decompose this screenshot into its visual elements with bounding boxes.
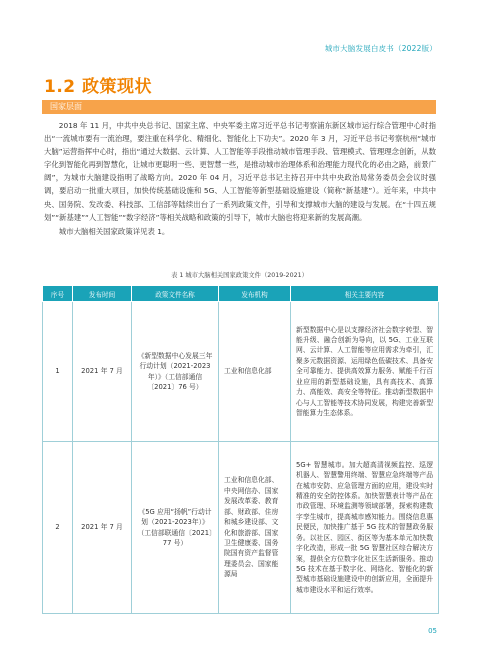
cell-policy-name: 《新型数据中心发展三年行动计划（2021-2023年）》（工信部通信〔2021〕76 号） — [132, 302, 219, 442]
body-text — [44, 119, 436, 238]
body-paragraph: 城市大脑相关国家政策详见表 1。 — [58, 226, 170, 236]
section-title: 1.2 政策现状 — [44, 77, 153, 97]
cell-agency: 工业和信息化部、中央网信办、国家发展改革委、教育部、财政部、住房和城乡建设部、文化和旅游部、国家卫生健康委、国务院国有资产监督管理委员会、国家能源局 — [219, 442, 291, 614]
column-header-number: 序号 — [43, 286, 73, 302]
cell-date: 2021 年 7 月 — [73, 302, 132, 442]
cell-policy-name: 《5G 应用“扬帆”行动计划（2021-2023年）》（工信部联通信〔2021〕77 号） — [132, 442, 219, 614]
table-header-row — [43, 286, 439, 302]
column-header-agency: 发布机构 — [219, 286, 291, 302]
table-caption: 表 1 城市大脑相关国家政策文件（2019-2021） — [171, 272, 308, 279]
column-header-policy-name: 政策文件名称 — [132, 286, 219, 302]
cell-content: 5G+ 智慧城市。加大超高清视频监控、巡逻机器人、智慧警用终端、智慧应急终端等产品在城市安防、应急管理方面的应用，建设实时精准的安全防控体系。加快智慧表计等产品在市政管理、环境监测等领域部署，探索构建数字孪生城市，提高城市感知能力。围绕信息惠民便民，加快推广基于 5G 技术的智慧政务服务。以社区、园区、街区等为基本单元加快数字化改造，形成一批 5G 智慧社区综合解决方案，提供全方位数字化社区生活新服务。推动 5G 技术在基于数字化、网络化、智能化的新型城市基础设施建设中的创新应用，全面提升城市建设水平和运行效率。 — [291, 442, 439, 614]
table-row — [43, 302, 439, 442]
table-row — [43, 442, 439, 614]
subsection-banner — [42, 100, 436, 114]
subsection-title: 国家层面 — [50, 102, 82, 111]
cell-number: 1 — [43, 302, 73, 442]
page-number: 05 — [428, 627, 437, 635]
column-header-date: 发布时间 — [73, 286, 132, 302]
column-header-content: 相关主要内容 — [291, 286, 439, 302]
body-paragraph: 2018 年 11 月，中共中央总书记、国家主席、中央军委主席习近平总书记考察浦东新区城市运行综合管理中心时指出“一流城市要有一流治理，要注重在科学化、精细化、智能化上下功夫”。2020 年 3 月，习近平总书记考察杭州“城市大脑”运营指挥中心时，指出“通过大数据、云计算、人工智能等手段推动城市管理手段、管理模式、管理理念创新，从数字化到智能化再到智慧化，让城市更聪明一些、更智慧一些，是推动城市治理体系和治理能力现代化的必由之路，前景广阔”，为城市大脑建设指明了战略方向。2020 年 04 月，习近平总书记主持召开中共中央政治局常务委员会会议时强调，要启动一批重大项目，加快传统基础设施和 5G、人工智能等新型基础设施建设（简称“新基建”）。近年来，中共中央、国务院、发改委、科技部、工信部等陆续出台了一系列政策文件，引导和支撑城市大脑的建设与发展。在“十四五规划”“新基建”“人工智能”“数字经济”等相关战略和政策的引导下，城市大脑也将迎来新的发展高潮。 — [44, 121, 436, 222]
running-header: 城市大脑发展白皮书（2022版） — [324, 44, 437, 53]
policy-table — [42, 285, 439, 614]
cell-content: 新型数据中心是以支撑经济社会数字转型、智能升级、融合创新为导向，以 5G、工业互联网、云计算、人工智能等应用需求为牵引，汇聚多元数据资源、运用绿色低碳技术、具备安全可靠能力、提供高效算力服务、赋能千行百业应用的新型基础设施，具有高技术、高算力、高能效、高安全等特征。推动新型数据中心与人工智能等技术协同发展，构建完善新型智能算力生态体系。 — [291, 302, 439, 442]
cell-number: 2 — [43, 442, 73, 614]
cell-date: 2021 年 7 月 — [73, 442, 132, 614]
cell-agency: 工业和信息化部 — [219, 302, 291, 442]
